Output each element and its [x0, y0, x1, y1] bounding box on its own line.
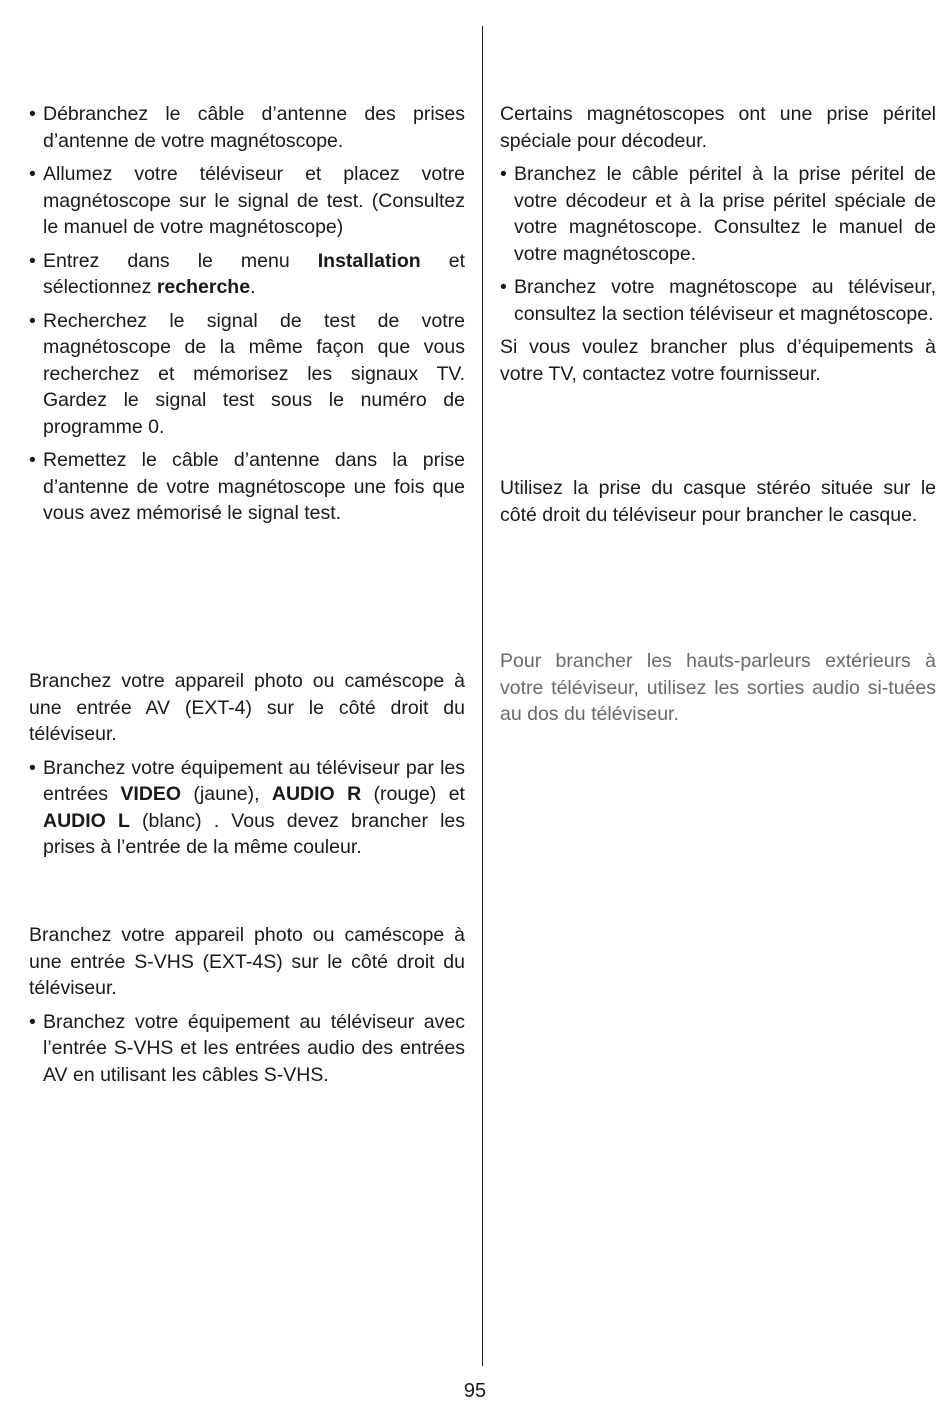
label-audio-l: AUDIO L: [43, 809, 130, 832]
list-item: [29, 447, 465, 527]
headphone-section: [500, 475, 936, 528]
list-item: [29, 161, 465, 241]
bullet-glyph: •: [29, 309, 36, 332]
bullet-glyph: •: [29, 249, 36, 272]
vcr-step-1: Débranchez le câble d’antenne des prises d’antenne de votre magnétoscope.: [43, 103, 465, 152]
menu-item-recherche: recherche: [156, 276, 251, 298]
list-item: [500, 161, 936, 267]
list-item: [500, 274, 936, 327]
list-item: [29, 308, 465, 441]
decoder-outro-paragraph: Si vous voulez brancher plus d’équipements à votre TV, contactez votre fournisseur.: [500, 336, 936, 385]
svhs-intro-paragraph: Branchez votre appareil photo ou caméscope à une entrée S-VHS (EXT-4S) sur le côté droit du téléviseur.: [29, 924, 465, 999]
decoder-bullet-2: Branchez votre magnétoscope au téléviseur, consultez la section téléviseur et magnétoscope.: [514, 276, 936, 325]
headphone-paragraph: Utilisez la prise du casque stéréo située sur le côté droit du téléviseur pour brancher le casque.: [500, 477, 936, 526]
vcr-step-3-text-a: Entrez dans le menu: [43, 249, 318, 272]
bullet-glyph: •: [500, 163, 507, 185]
av-bullet-text-d: (blanc) . Vous devez brancher les prises à l’entrée de la même couleur.: [43, 809, 465, 858]
bullet-glyph: •: [500, 276, 507, 298]
bullet-glyph: •: [29, 756, 36, 779]
speakers-paragraph: Pour brancher les hauts-parleurs extérieurs à votre téléviseur, utilisez les sorties audio si-tuées au dos du téléviseur.: [500, 650, 936, 725]
bullet-glyph: •: [29, 449, 36, 471]
vcr-step-2: Allumez votre téléviseur et placez votre magnétoscope sur le signal de test. (Consultez le manuel de votre magnétoscope): [43, 163, 465, 238]
vcr-step-3-text-b: et sélectionnez: [43, 249, 465, 298]
decoder-bullet-1: Branchez le câble péritel à la prise péritel de votre décodeur et à la prise péritel spéciale de votre magnétoscope. Consultez le manuel de votre magnétoscope.: [514, 163, 936, 265]
page-number: 95: [463, 1380, 487, 1402]
svhs-bullet-text: Branchez votre équipement au téléviseur avec l’entrée S-VHS et les entrées audio des entrées AV en utilisant les câbles S-VHS.: [43, 1010, 465, 1086]
column-divider: [482, 26, 483, 1366]
vcr-step-4: Recherchez le signal de test de votre magnétoscope de la même façon que vous recherchez et mémorisez les signaux TV. Gardez le signal test sous le numéro de programme 0.: [43, 309, 465, 438]
av-bullet-text-c: (rouge) et: [361, 783, 465, 805]
menu-name-installation: Installation: [317, 249, 421, 272]
vcr-step-5: Remettez le câble d’antenne dans la prise d’antenne de votre magnétoscope une fois que vous avez mémorisé le signal test.: [43, 449, 465, 524]
list-item: [29, 101, 465, 154]
av-input-section: [29, 668, 465, 868]
speakers-section: [500, 648, 936, 728]
list-item: [29, 1009, 465, 1089]
vcr-step-3-text-c: .: [250, 276, 256, 298]
av-bullet-text-a: Branchez votre équipement au téléviseur par les entrées: [43, 756, 465, 805]
av-intro-paragraph: Branchez votre appareil photo ou caméscope à une entrée AV (EXT-4) sur le côté droit du téléviseur.: [29, 670, 465, 745]
bullet-glyph: •: [29, 163, 36, 185]
bullet-glyph: •: [29, 103, 36, 125]
label-video: VIDEO: [120, 783, 182, 805]
decoder-section: [500, 101, 936, 394]
label-audio-r: AUDIO R: [271, 783, 362, 805]
svhs-input-section: [29, 922, 465, 1095]
list-item: [29, 248, 465, 301]
bullet-glyph: •: [29, 1010, 36, 1033]
vcr-tuning-steps: [29, 101, 465, 534]
av-bullet-text-b: (jaune),: [181, 783, 272, 805]
list-item: [29, 755, 465, 861]
decoder-intro-paragraph: Certains magnétoscopes ont une prise péritel spéciale pour décodeur.: [500, 103, 936, 152]
